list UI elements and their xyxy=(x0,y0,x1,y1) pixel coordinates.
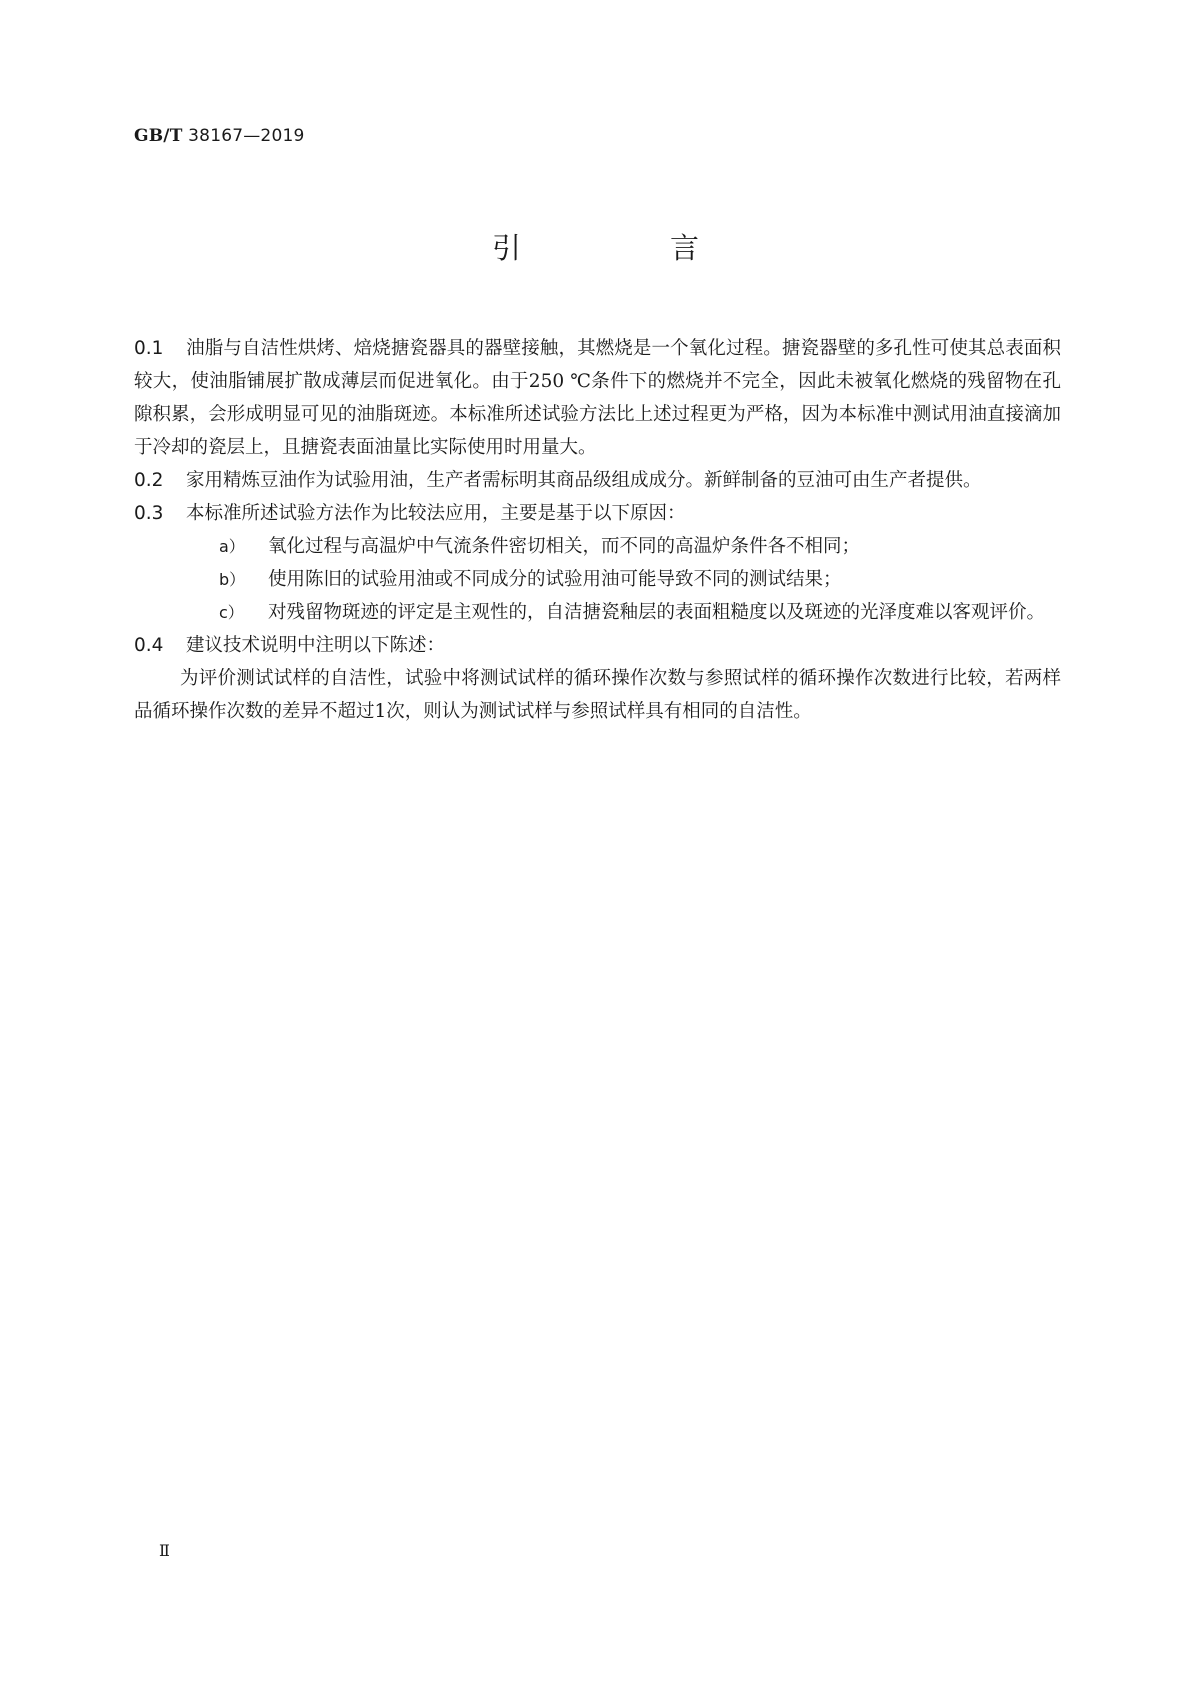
clause-text: 油脂与自洁性烘烤、焙烧搪瓷器具的器壁接触，其燃烧是一个氧化过程。搪瓷器壁的多孔性可使其总表面积较大，使油脂铺展扩散成薄层而促进氧化。由于250 ℃条件下的燃烧并不完全，因此未被氧化燃烧的残留物在孔隙积累，会形成明显可见的油脂斑迹。本标准所述试验方法比上述过程更为严格，因为本标准中测试用油直接滴加于冷却的瓷层上，且搪瓷表面油量比实际使用时用量大。 xyxy=(134,338,1061,458)
list-item xyxy=(180,563,1061,596)
list-item xyxy=(180,530,1061,563)
clause-text: 本标准所述试验方法作为比较法应用，主要是基于以下原因： xyxy=(186,503,686,524)
standard-code xyxy=(134,126,305,146)
clause-number: 0.4 xyxy=(134,635,164,656)
clause-number: 0.2 xyxy=(134,470,164,491)
clause-0-2 xyxy=(134,464,1061,497)
list-item-text: 氧化过程与高温炉中气流条件密切相关，而不同的高温炉条件各不相同； xyxy=(268,536,861,557)
page-title: 引 言 xyxy=(491,231,759,265)
list-item-mark: b） xyxy=(219,570,246,589)
clause-0-4 xyxy=(134,629,1061,662)
clause-number: 0.1 xyxy=(134,338,164,359)
clause-text: 家用精炼豆油作为试验用油，生产者需标明其商品级组成成分。新鲜制备的豆油可由生产者提供。 xyxy=(186,470,982,491)
list-item-text: 使用陈旧的试验用油或不同成分的试验用油可能导致不同的测试结果； xyxy=(268,569,842,590)
clause-number: 0.3 xyxy=(134,503,164,524)
list-item-mark: a） xyxy=(219,537,245,556)
page-number: Ⅱ xyxy=(159,1541,170,1560)
standard-code-prefix: GB/T xyxy=(134,126,183,146)
clause-0-3 xyxy=(134,497,1061,530)
standard-code-number: 38167—2019 xyxy=(188,126,305,146)
list-item xyxy=(180,596,1061,629)
document-body xyxy=(134,332,1061,728)
list-item-text: 对残留物斑迹的评定是主观性的，自洁搪瓷釉层的表面粗糙度以及斑迹的光泽度难以客观评价。 xyxy=(268,602,1046,623)
clause-text: 建议技术说明中注明以下陈述： xyxy=(186,635,446,656)
clause-0-4-body: 为评价测试试样的自洁性，试验中将测试试样的循环操作次数与参照试样的循环操作次数进行比较，若两样品循环操作次数的差异不超过1次，则认为测试试样与参照试样具有相同的自洁性。 xyxy=(134,668,1061,722)
clause-0-1 xyxy=(134,332,1061,464)
list-item-mark: c） xyxy=(219,603,244,622)
